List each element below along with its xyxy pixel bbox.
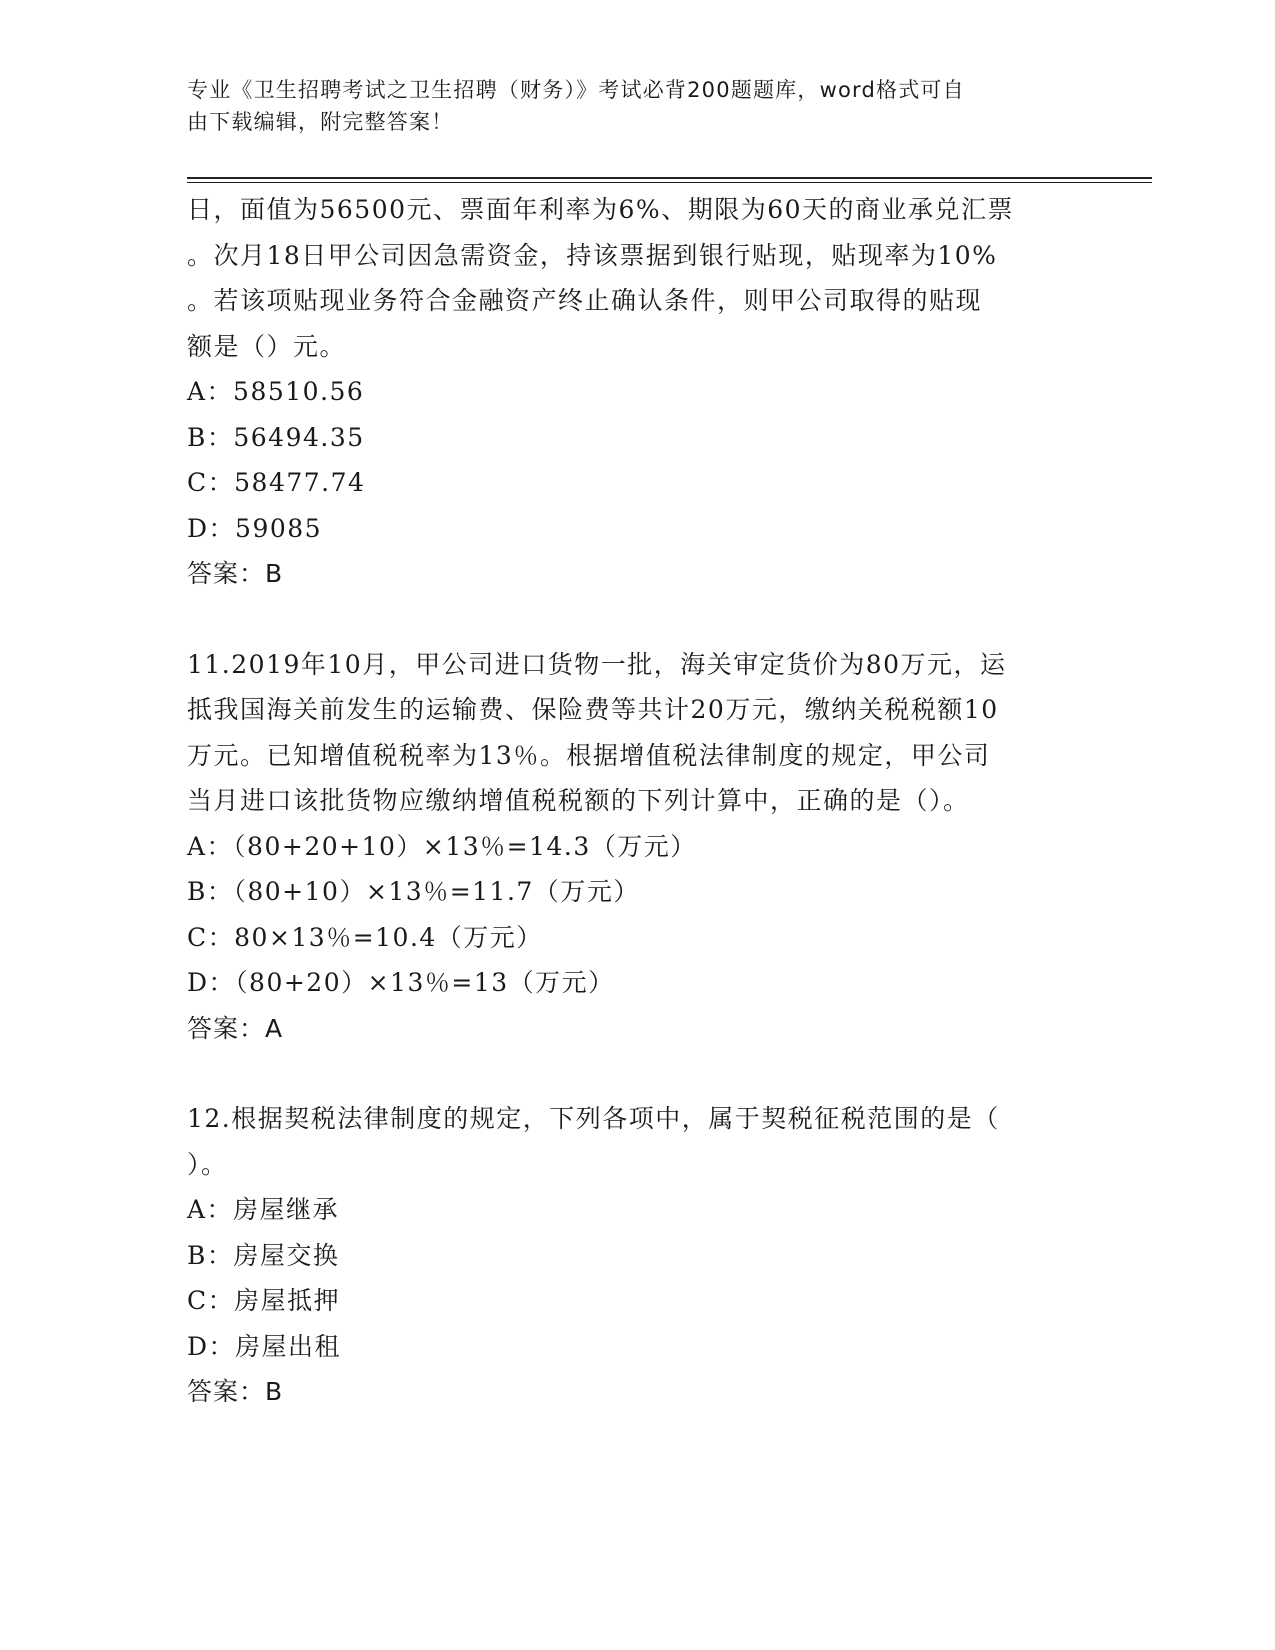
option-c: C：房屋抵押 [187,1286,341,1315]
question-text-line: 。次月18日甲公司因急需资金，持该票据到银行贴现，贴现率为10% [187,240,998,270]
option-b: B：房屋交换 [187,1240,340,1270]
option-a: A：（80+20+10）×13％=14.3（万元） [187,831,697,861]
question-text-line: 额是（）元。 [187,331,347,361]
option-d: D：房屋出租 [187,1331,342,1361]
question-text-line: 12.根据契税法律制度的规定，下列各项中，属于契税征税范围的是（ [187,1104,1000,1133]
question-text-line: 。若该项贴现业务符合金融资产终止确认条件，则甲公司取得的贴现 [187,286,983,315]
document-body [187,187,1087,1415]
option-b: B：56494.35 [187,422,365,452]
option-b: B：（80+10）×13％=11.7（万元） [187,877,640,906]
question-text-line: ）。 [187,1149,228,1179]
answer-line: 答案：A [187,1013,284,1043]
spacer [187,1051,1087,1096]
spacer [187,597,1087,642]
option-d: D：（80+20）×13％=13（万元） [187,968,615,997]
option-a: A：58510.56 [187,377,365,406]
question-10 [187,187,1087,597]
header-divider-thin [187,182,1152,183]
question-text-line: 当月进口该批货物应缴纳增值税税额的下列计算中，正确的是（）。 [187,786,970,815]
header-line-2: 由下载编辑，附完整答案！ [187,110,454,134]
option-d: D：59085 [187,513,323,543]
question-12 [187,1096,1087,1415]
option-a: A：房屋继承 [187,1195,340,1224]
question-text-line: 万元。已知增值税税率为13％。根据增值税法律制度的规定，甲公司 [187,740,991,770]
header-line-1: 专业《卫生招聘考试之卫生招聘（财务）》考试必背200题题库，word格式可自 [187,78,965,102]
question-11 [187,642,1087,1052]
option-c: C：58477.74 [187,468,366,497]
answer-line: 答案：B [187,559,284,588]
option-c: C：80×13％=10.4（万元） [187,922,543,952]
question-text-line: 11.2019年10月，甲公司进口货物一批，海关审定货价为80万元，运 [187,649,1007,679]
question-text-line: 日，面值为56500元、票面年利率为6%、期限为60天的商业承兑汇票 [187,195,1015,224]
question-text-line: 抵我国海关前发生的运输费、保险费等共计20万元，缴纳关税税额10 [187,695,999,724]
header-divider-thick [187,177,1152,179]
answer-line: 答案：B [187,1377,284,1406]
page-header [187,74,1067,138]
